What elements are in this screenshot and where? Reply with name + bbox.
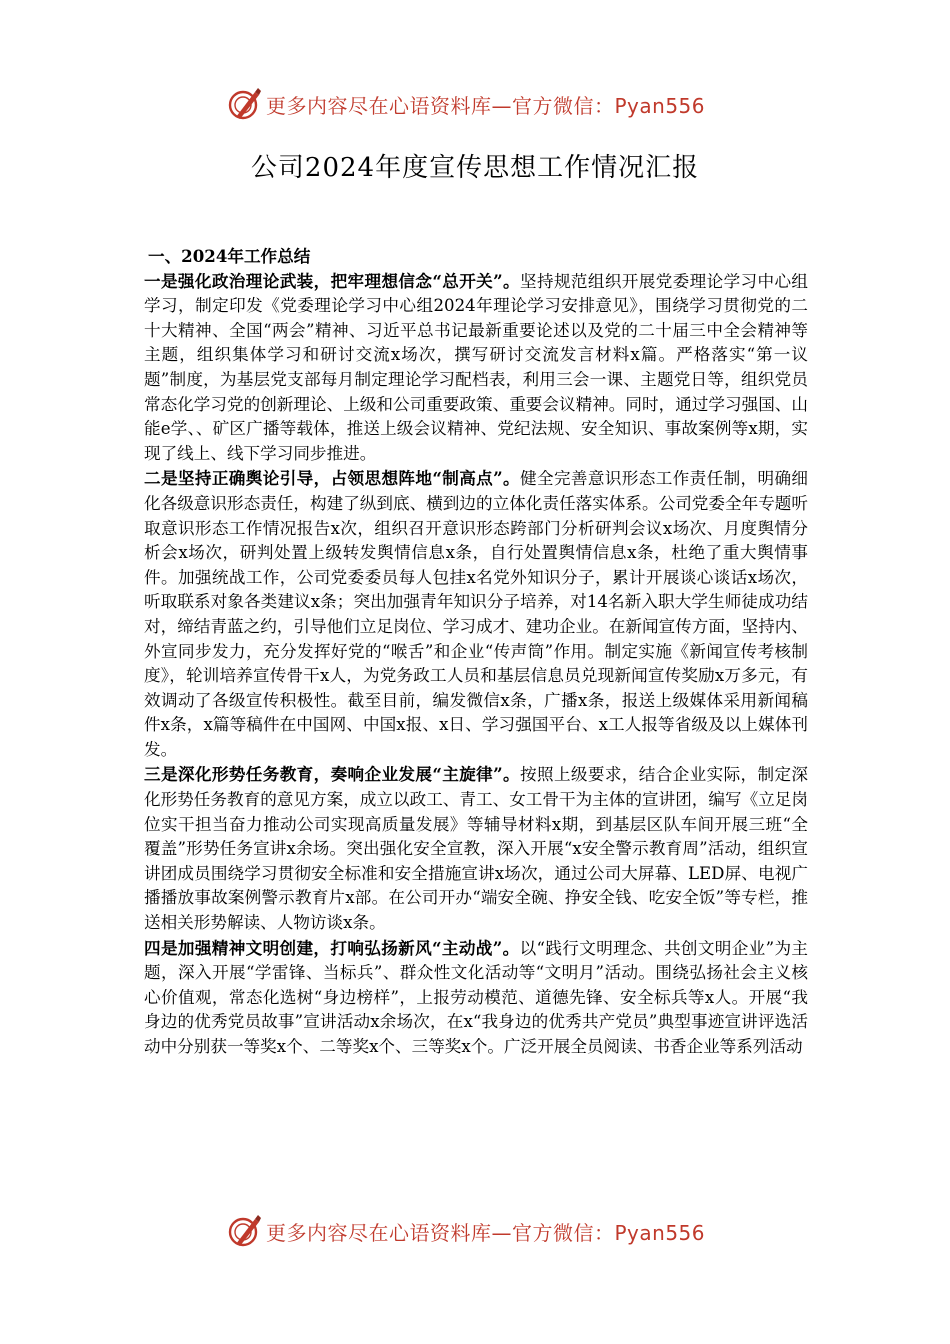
paragraph-4 bbox=[144, 936, 808, 1060]
paragraph-body: 健全完善意识形态工作责任制，明确细化各级意识形态责任，构建了纵到底、横到边的立体化责任落实体系。公司党委全年专题听取意识形态工作情况报告x次，组织召开意识形态跨部门分析研判会议x场次、月度舆情分析会x场次，研判处置上级转发舆情信息x条，自行处置舆情信息x条，杜绝了重大舆情事件。加强统战工作，公司党委委员每人包挂x名党外知识分子，累计开展谈心谈话x场次，听取联系对象各类建议x条；突出加强青年知识分子培养，对14名新入职大学生师徒成功结对，缔结青蓝之约，引导他们立足岗位、学习成才、建功企业。在新闻宣传方面，坚持内、外宣同步发力，充分发挥好党的“喉舌”和企业“传声筒”作用。制定实施《新闻宣传考核制度》，轮训培养宣传骨干x人，为党务政工人员和基层信息员兑现新闻宣传奖励x万多元，有效调动了各级宣传积极性。截至目前，编发微信x条，广播x条，报送上级媒体采用新闻稿件x条，x篇等稿件在中国网、中国x报、x日、学习强国平台、x工人报等省级及以上媒体刊发。 bbox=[144, 469, 809, 759]
pen-logo-icon bbox=[228, 1214, 262, 1248]
paragraph-3 bbox=[144, 762, 808, 935]
paragraph-lead: 三是深化形势任务教育，奏响企业发展“主旋律”。 bbox=[144, 764, 521, 785]
document-title: 公司2024年度宣传思想工作情况汇报 bbox=[250, 153, 700, 183]
watermark-text: 更多内容尽在心语资料库—官方微信：Pyan556 bbox=[266, 1220, 706, 1245]
paragraph-lead: 二是坚持正确舆论引导，占领思想阵地“制高点”。 bbox=[144, 468, 521, 489]
paragraph-lead: 一是强化政治理论武装，把牢理想信念“总开关”。 bbox=[144, 270, 521, 291]
document-body bbox=[144, 244, 808, 1060]
paragraph-2 bbox=[144, 466, 808, 762]
paragraph-body: 坚持规范组织开展党委理论学习中心组学习，制定印发《党委理论学习中心组2024年理论学习安排意见》，围绕学习贯彻党的二十大精神、全国“两会”精神、习近平总书记最新重要论述以及党的二十届三中全会精神等主题，组织集体学习和研讨交流x场次，撰写研讨交流发言材料x篇。严格落实“第一议题”制度，为基层党支部每月制定理论学习配档表，利用三会一课、主题党日等，组织党员常态化学习党的创新理论、上级和公司重要政策、重要会议精神。同时，通过学习强国、山能e学、、矿区广播等载体，推送上级会议精神、党纪法规、安全知识、事故案例等x期，实现了线上、线下学习同步推进。 bbox=[144, 271, 809, 463]
paragraph-body: 以“践行文明理念、共创文明企业”为主题，深入开展“学雷锋、当标兵”、群众性文化活动等“文明月”活动。围绕弘扬社会主义核心价值观，常态化选树“身边榜样”，上报劳动模范、道德先锋、安全标兵等x人。开展“我身边的优秀党员故事”宣讲活动x余场次，在x“我身边的优秀共产党员”典型事迹宣讲评选活动中分别获一等奖x个、二等奖x个、三等奖x个。广泛开展全员阅读、书香企业等系列活动 bbox=[144, 938, 808, 1056]
pen-logo-icon bbox=[228, 87, 262, 121]
paragraph-lead: 四是加强精神文明创建，打响弘扬新风“主动战”。 bbox=[144, 937, 520, 958]
wechat-id: Pyan556 bbox=[614, 1220, 706, 1245]
wechat-id: Pyan556 bbox=[614, 93, 706, 118]
section-heading: 一、2024年工作总结 bbox=[148, 246, 311, 266]
paragraph-1 bbox=[144, 269, 808, 467]
watermark-text: 更多内容尽在心语资料库—官方微信：Pyan556 bbox=[266, 93, 706, 118]
paragraph-body: 按照上级要求，结合企业实际，制定深化形势任务教育的意见方案，成立以政工、青工、女工骨干为主体的宣讲团，编写《立足岗位实干担当奋力推动公司实现高质量发展》等辅导材料x期，到基层区队车间开展三班“全覆盖”形势任务宣讲x余场。突出强化安全宣教，深入开展“x安全警示教育周”活动，组织宣讲团成员围绕学习贯彻安全标准和安全措施宣讲x场次，通过公司大屏幕、LED屏、电视广播播放事故案例警示教育片x部。在公司开办“端安全碗、挣安全钱、吃安全饭”等专栏，推送相关形势解读、人物访谈x条。 bbox=[144, 765, 809, 933]
watermark-footer bbox=[228, 1211, 705, 1251]
watermark-header bbox=[228, 84, 705, 124]
